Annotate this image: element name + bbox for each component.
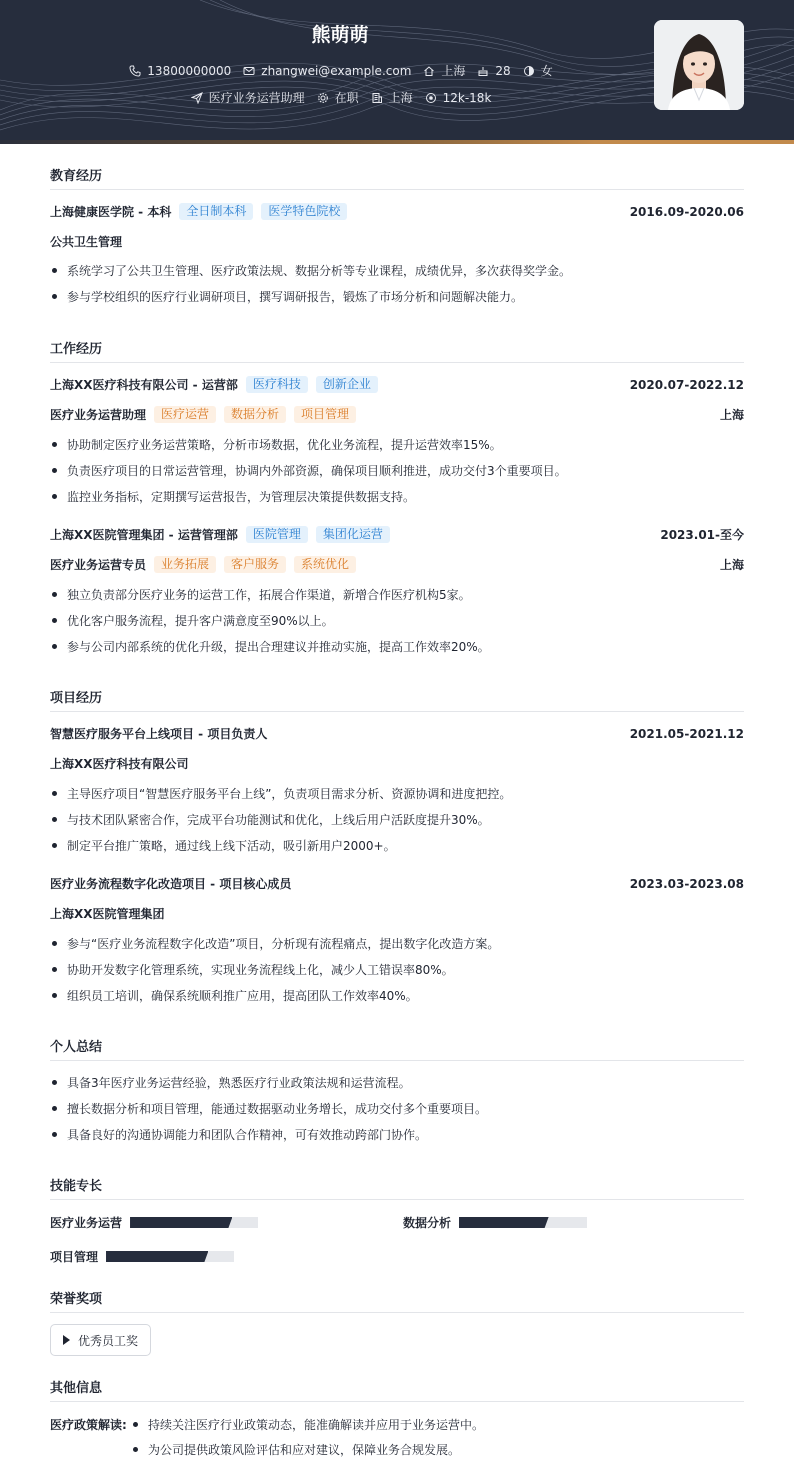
hometown-item — [423, 62, 465, 79]
job-city: 上海 — [719, 558, 744, 572]
list-item-text: 优化客户服务流程，提升客户满意度至90%以上。 — [67, 614, 334, 628]
target-position-item — [191, 89, 305, 106]
section-title-skills: 技能专长 — [50, 1175, 744, 1200]
gender-icon — [523, 65, 535, 77]
role-tag: 业务拓展 — [154, 556, 216, 573]
list-item — [52, 586, 742, 603]
list-item — [52, 785, 742, 802]
status-text: 在职 — [334, 91, 359, 105]
list-item-text: 具备3年医疗业务运营经验，熟悉医疗行业政策法规和运营流程。 — [67, 1076, 411, 1090]
job-period: 2020.07-2022.12 — [629, 377, 744, 392]
salary-text: 12k-18k — [442, 90, 492, 105]
company-tag: 集团化运营 — [316, 526, 390, 543]
header-accent-bar — [0, 140, 794, 144]
education-major-row — [50, 233, 744, 250]
age-text: 28 — [495, 63, 511, 78]
list-item — [52, 436, 742, 453]
role-tag: 医疗运营 — [154, 406, 216, 423]
age-item — [477, 64, 510, 78]
bullet-dot — [52, 268, 57, 273]
bullet-dot — [133, 1422, 138, 1427]
job-period: 2023.01-至今 — [660, 528, 744, 542]
skill-bar — [130, 1217, 258, 1228]
bullet-dot — [52, 1080, 57, 1085]
gear-icon — [317, 92, 329, 104]
bullet-dot — [52, 967, 57, 972]
major-name: 公共卫生管理 — [50, 235, 123, 249]
resume-header — [0, 0, 794, 140]
list-item-text: 擅长数据分析和项目管理，能通过数据驱动业务增长，成功交付多个重要项目。 — [67, 1102, 488, 1116]
section-title-summary: 个人总结 — [50, 1036, 744, 1061]
school-tag: 全日制本科 — [179, 203, 253, 220]
list-item — [52, 288, 742, 305]
bullet-dot — [52, 1106, 57, 1111]
education-period: 2016.09-2020.06 — [629, 204, 744, 219]
job-intent-row — [0, 89, 682, 106]
list-item — [133, 1416, 733, 1433]
bullet-dot — [52, 941, 57, 946]
hometown-text: 上海 — [441, 64, 466, 78]
bullet-dot — [52, 843, 57, 848]
list-item-text: 系统学习了公共卫生管理、医疗政策法规、数据分析等专业课程，成绩优异，多次获得奖学金。 — [67, 264, 572, 278]
list-item — [52, 1126, 742, 1143]
list-item — [52, 638, 742, 655]
bullet-dot — [52, 644, 57, 649]
list-item-text: 负责医疗项目的日常运营管理，协调内外部资源，确保项目顺利推进，成功交付3个重要项目。 — [67, 464, 567, 478]
target-city-item — [371, 89, 413, 106]
section-title-projects: 项目经历 — [50, 687, 744, 712]
list-item-text: 参与学校组织的医疗行业调研项目，撰写调研报告，锻炼了市场分析和问题解决能力。 — [67, 290, 524, 304]
company-name: 上海XX医疗科技有限公司 - 运营部 — [50, 378, 238, 392]
list-item-text: 制定平台推广策略，通过线上线下活动，吸引新用户2000+。 — [67, 839, 396, 853]
list-item-text: 持续关注医疗行业政策动态，能准确解读并应用于业务运营中。 — [148, 1418, 485, 1432]
gender-item — [523, 62, 553, 79]
salary-item — [425, 91, 492, 105]
bullet-dot — [52, 791, 57, 796]
bullet-dot — [52, 294, 57, 299]
skill-bar — [459, 1217, 587, 1228]
education-school-row — [50, 203, 744, 220]
job-role: 医疗业务运营专员 — [50, 558, 147, 572]
list-item — [52, 1074, 742, 1091]
coin-icon — [425, 92, 437, 104]
skill-bar-fill — [459, 1217, 549, 1228]
list-item-text: 参与公司内部系统的优化升级，提出合理建议并推动实施，提高工作效率20%。 — [67, 640, 490, 654]
skill-bar — [106, 1251, 234, 1262]
bullet-dot — [52, 442, 57, 447]
project-org-row — [50, 755, 744, 772]
award-label: 优秀员工奖 — [78, 1333, 139, 1348]
project-org: 上海XX医院管理集团 — [50, 907, 165, 921]
section-title-work: 工作经历 — [50, 338, 744, 363]
list-item-text: 协助制定医疗业务运营策略，分析市场数据，优化业务流程，提升运营效率15%。 — [67, 438, 502, 452]
project-title-row — [50, 725, 744, 742]
project-title-row — [50, 875, 744, 892]
list-item-text: 协助开发数字化管理系统，实现业务流程线上化，减少人工错误率80%。 — [67, 963, 454, 977]
project-org: 上海XX医疗科技有限公司 — [50, 757, 189, 771]
project-org-row — [50, 905, 744, 922]
skill-name: 项目管理 — [50, 1250, 99, 1264]
project-name: 智慧医疗服务平台上线项目 - 项目负责人 — [50, 727, 268, 741]
job-company-row — [50, 526, 744, 543]
status-item — [317, 89, 359, 106]
phone-text: 13800000000 — [147, 63, 232, 78]
skill-bar-fill — [130, 1217, 232, 1228]
list-item — [52, 935, 742, 952]
skill-name: 数据分析 — [403, 1216, 452, 1230]
list-item — [52, 811, 742, 828]
company-tag: 医院管理 — [246, 526, 308, 543]
list-item — [52, 612, 742, 629]
list-item-text: 独立负责部分医疗业务的运营工作，拓展合作渠道，新增合作医疗机构5家。 — [67, 588, 471, 602]
list-item-text: 具备良好的沟通协调能力和团队合作精神，可有效推动跨部门协作。 — [67, 1128, 428, 1142]
job-role: 医疗业务运营助理 — [50, 408, 147, 422]
list-item-text: 主导医疗项目“智慧医疗服务平台上线”，负责项目需求分析、资源协调和进度把控。 — [67, 787, 512, 801]
list-item-text: 组织员工培训，确保系统顺利推广应用，提高团队工作效率40%。 — [67, 989, 418, 1003]
list-item — [52, 961, 742, 978]
bullet-dot — [52, 817, 57, 822]
role-tag: 客户服务 — [224, 556, 286, 573]
phone-icon — [129, 65, 141, 77]
project-period: 2023.03-2023.08 — [629, 876, 744, 891]
list-item-text: 参与“医疗业务流程数字化改造”项目，分析现有流程痛点，提出数字化改造方案。 — [67, 937, 500, 951]
bullet-dot — [133, 1447, 138, 1452]
bullet-dot — [52, 494, 57, 499]
project-name: 医疗业务流程数字化改造项目 - 项目核心成员 — [50, 877, 292, 891]
list-item — [52, 462, 742, 479]
list-item — [52, 987, 742, 1004]
skill-item — [50, 1248, 234, 1265]
caret-right-icon — [63, 1335, 70, 1345]
skill-item — [50, 1214, 258, 1231]
bullet-dot — [52, 468, 57, 473]
email-text: zhangwei@example.com — [261, 63, 412, 78]
phone-item — [129, 64, 231, 78]
role-tag: 数据分析 — [224, 406, 286, 423]
list-item — [52, 1100, 742, 1117]
avatar-illustration — [654, 20, 744, 110]
candidate-name: 熊萌萌 — [311, 24, 369, 46]
school-tag: 医学特色院校 — [261, 203, 347, 220]
building-icon — [371, 92, 383, 104]
bullet-dot — [52, 1132, 57, 1137]
job-company-row — [50, 376, 744, 393]
list-item-text: 为公司提供政策风险评估和应对建议，保障业务合规发展。 — [148, 1443, 461, 1457]
target-position-text: 医疗业务运营助理 — [208, 91, 305, 105]
company-name: 上海XX医院管理集团 - 运营管理部 — [50, 528, 238, 542]
company-tag: 医疗科技 — [246, 376, 308, 393]
section-title-education: 教育经历 — [50, 165, 744, 190]
avatar — [654, 20, 744, 110]
skill-bar-fill — [106, 1251, 208, 1262]
job-city: 上海 — [719, 408, 744, 422]
school-name: 上海健康医学院 - 本科 — [50, 205, 172, 219]
role-tag: 项目管理 — [294, 406, 356, 423]
list-item — [52, 488, 742, 505]
company-tag: 创新企业 — [316, 376, 378, 393]
job-role-row — [50, 556, 744, 573]
list-item-text: 与技术团队紧密合作，完成平台功能测试和优化，上线后用户活跃度提升30%。 — [67, 813, 490, 827]
section-title-other: 其他信息 — [50, 1377, 744, 1402]
send-icon — [191, 92, 203, 104]
role-tag: 系统优化 — [294, 556, 356, 573]
cake-icon — [477, 65, 489, 77]
project-period: 2021.05-2021.12 — [629, 726, 744, 741]
gender-text: 女 — [540, 64, 553, 78]
list-item — [52, 837, 742, 854]
list-item — [52, 262, 742, 279]
bullet-dot — [52, 618, 57, 623]
list-item-text: 监控业务指标，定期撰写运营报告，为管理层决策提供数据支持。 — [67, 490, 416, 504]
email-item — [243, 64, 411, 78]
contact-row — [0, 62, 682, 79]
award-toggle-button[interactable] — [50, 1324, 151, 1356]
home-icon — [423, 65, 435, 77]
list-item — [133, 1441, 733, 1458]
target-city-text: 上海 — [388, 91, 413, 105]
bullet-dot — [52, 592, 57, 597]
skill-item — [403, 1214, 587, 1231]
section-title-awards: 荣誉奖项 — [50, 1288, 744, 1313]
other-label: 医疗政策解读: — [50, 1418, 127, 1432]
skill-name: 医疗业务运营 — [50, 1216, 123, 1230]
mail-icon — [243, 65, 255, 77]
job-role-row — [50, 406, 744, 423]
bullet-dot — [52, 993, 57, 998]
